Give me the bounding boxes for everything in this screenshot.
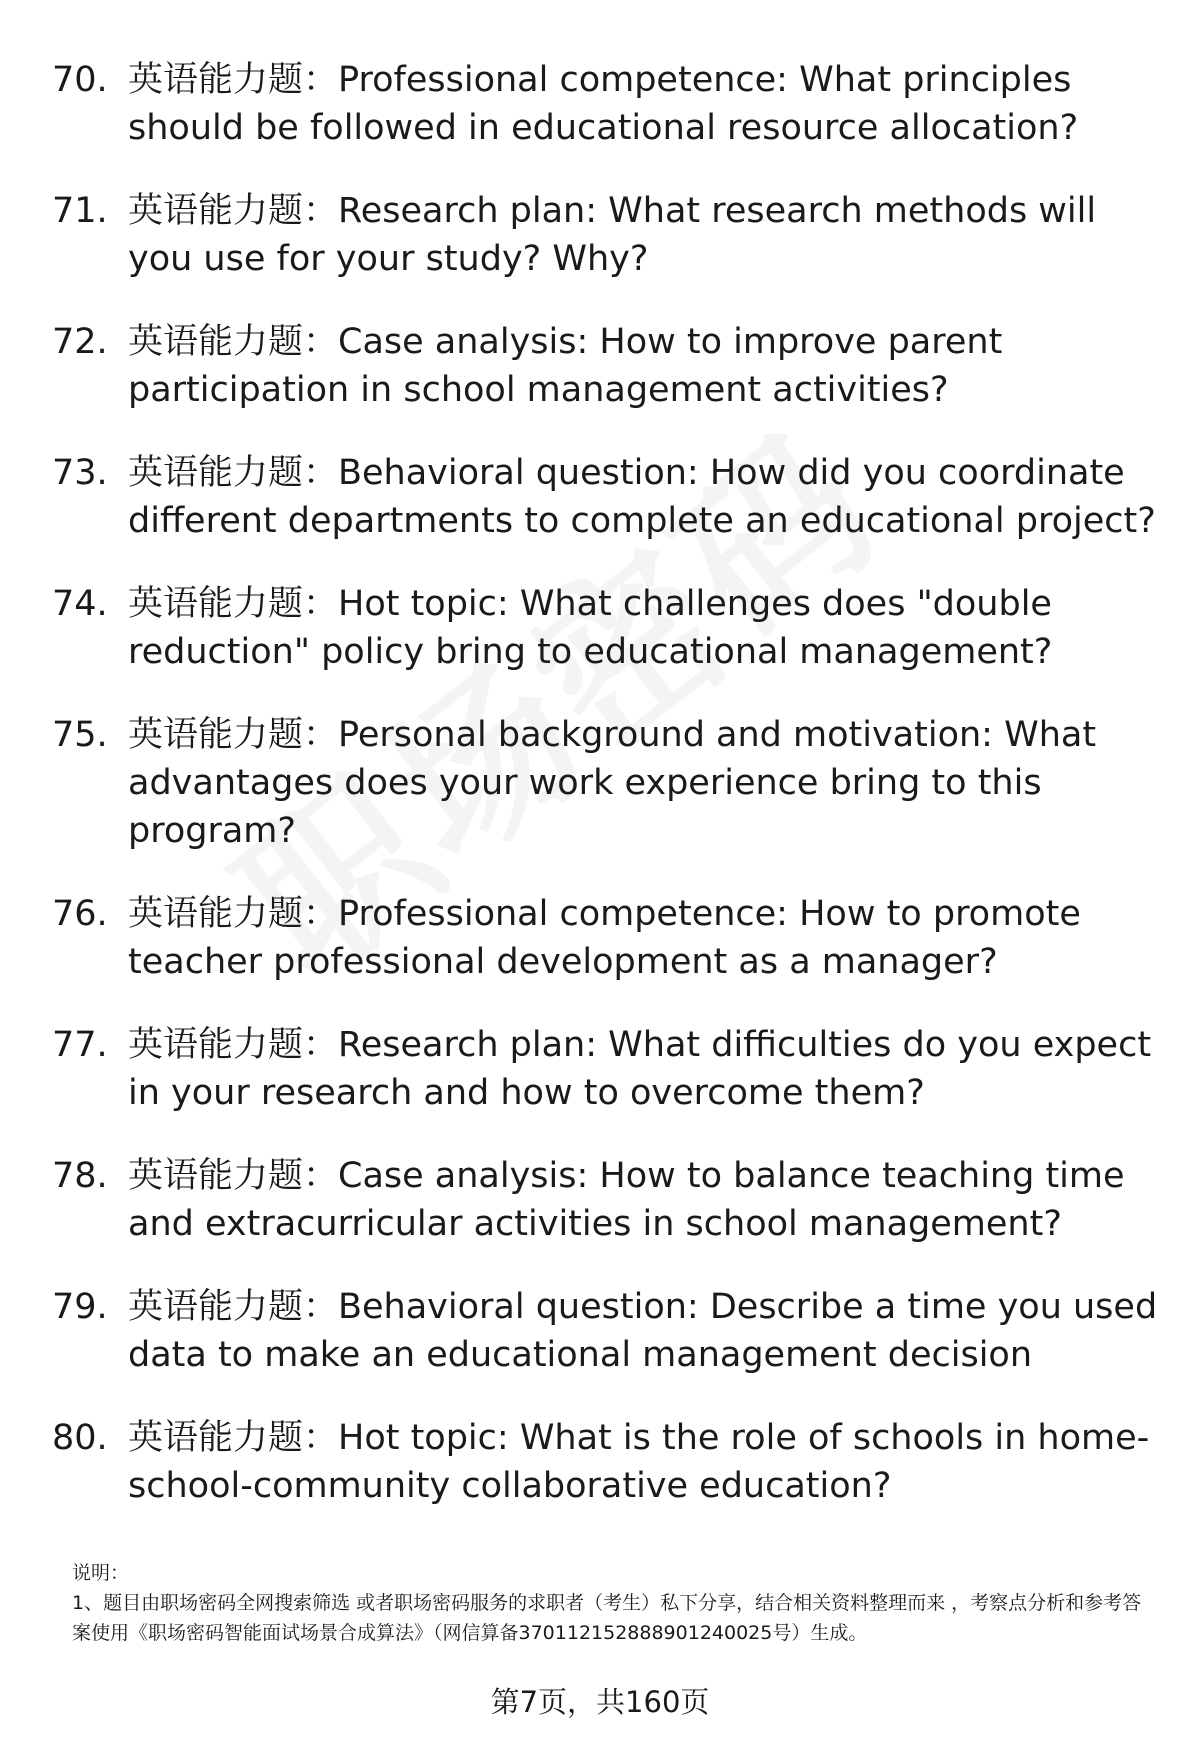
question-text: 英语能力题：Case analysis: How to improve parent participation in school management activities? [128, 322, 1003, 410]
question-text: 英语能力题：Case analysis: How to balance teaching time and extracurricular activities in school management? [128, 1156, 1125, 1244]
question-item [52, 1021, 1162, 1117]
question-item [52, 1283, 1162, 1379]
question-number: 77. [52, 1025, 108, 1065]
question-item [52, 711, 1162, 855]
question-item [52, 1414, 1162, 1510]
question-text: 英语能力题：Professional competence: How to promote teacher professional development as a manager? [128, 894, 1081, 982]
question-item [52, 56, 1162, 152]
question-text: 英语能力题：Hot topic: What challenges does "double reduction" policy bring to educational management? [128, 584, 1053, 672]
question-number: 78. [52, 1156, 108, 1196]
page-number: 第7页，共160页 [490, 1685, 710, 1719]
question-text: 英语能力题：Research plan: What difficulties do you expect in your research and how to overcome them? [128, 1025, 1152, 1113]
question-number: 79. [52, 1287, 108, 1327]
question-number: 70. [52, 60, 108, 100]
question-number: 75. [52, 715, 108, 755]
question-number: 76. [52, 894, 108, 934]
question-text: 英语能力题：Behavioral question: How did you coordinate different departments to complete an educational project? [128, 453, 1156, 541]
question-text: 英语能力题：Hot topic: What is the role of schools in home-school-community collaborative education? [128, 1418, 1150, 1506]
question-text: 英语能力题：Behavioral question: Describe a time you used data to make an educational management decision [128, 1287, 1158, 1375]
question-number: 71. [52, 191, 108, 231]
question-item [52, 449, 1162, 545]
question-number: 73. [52, 453, 108, 493]
question-item [52, 318, 1162, 414]
notes-heading: 说明： [72, 1562, 130, 1584]
question-text: 英语能力题：Professional competence: What principles should be followed in educational resource allocation? [128, 60, 1079, 148]
notes-section [72, 1558, 1152, 1648]
question-number: 72. [52, 322, 108, 362]
question-item [52, 187, 1162, 283]
question-text: 英语能力题：Research plan: What research methods will you use for your study? Why? [128, 191, 1097, 279]
question-item [52, 1152, 1162, 1248]
question-list [52, 56, 1162, 1545]
notes-line: 1、题目由职场密码全网搜索筛选 或者职场密码服务的求职者（考生）私下分享，结合相关资料整理而来 ，考察点分析和参考答案使用《职场密码智能面试场景合成算法》（网信算备370112152888901240025号）生成。 [72, 1592, 1142, 1644]
question-item [52, 580, 1162, 676]
question-item [52, 890, 1162, 986]
question-number: 74. [52, 584, 108, 624]
question-number: 80. [52, 1418, 108, 1458]
question-text: 英语能力题：Personal background and motivation: What advantages does your work experience bring to this program? [128, 715, 1097, 851]
